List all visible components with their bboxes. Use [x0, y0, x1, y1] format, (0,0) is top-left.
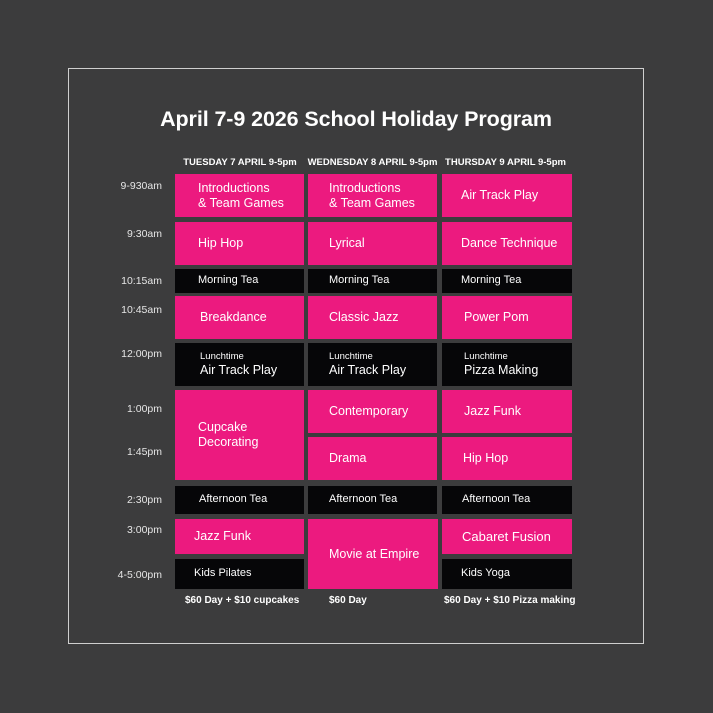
cell-text: Dance Technique [461, 236, 558, 250]
cell-text: Kids Pilates [194, 567, 252, 580]
tuesday-lunch [175, 343, 304, 386]
time-label: 12:00pm [121, 348, 162, 360]
cell-text: Power Pom [464, 310, 529, 324]
wednesday-lunch [308, 343, 437, 386]
price-tuesday: $60 Day + $10 cupcakes [185, 595, 300, 606]
cell-text: Pizza Making [464, 362, 539, 377]
cell-text: Lunchtime [464, 351, 508, 363]
page-title: April 7-9 2026 School Holiday Program [160, 107, 552, 131]
cell-text: Jazz Funk [464, 404, 521, 418]
cell-text: Morning Tea [329, 274, 390, 287]
tuesday-jazz-funk [175, 519, 304, 554]
time-label: 9:30am [126, 228, 162, 240]
tuesday-breakdance [175, 296, 304, 339]
cell-text: & Team Games [329, 195, 415, 210]
cell-text: Afternoon Tea [329, 493, 398, 506]
thursday-jazz-funk [442, 390, 572, 433]
cell-text: Air Track Play [329, 362, 407, 377]
thursday-air-track-play [442, 174, 572, 217]
cell-text: Morning Tea [198, 274, 259, 287]
cell-text: Hip Hop [463, 451, 509, 465]
cell-text: Movie at Empire [329, 546, 420, 561]
cell-text: Lunchtime [200, 351, 244, 363]
tuesday-introductions [175, 174, 304, 217]
thursday-dance-technique [442, 222, 572, 265]
cell-text: Afternoon Tea [199, 493, 268, 506]
time-label: 10:15am [121, 275, 162, 287]
cell-text: Morning Tea [461, 274, 522, 287]
time-label: 9-930am [120, 180, 162, 192]
time-label: 3:00pm [126, 524, 162, 536]
cell-text: Introductions [329, 180, 401, 195]
cell-text: Decorating [198, 435, 259, 449]
tuesday-afternoon-tea [175, 486, 304, 514]
thursday-morning-tea [442, 269, 572, 293]
cell-text: Air Track Play [200, 362, 278, 377]
cell-text: Jazz Funk [194, 529, 251, 543]
header-wednesday: WEDNESDAY 8 APRIL 9-5pm [307, 157, 438, 168]
time-label: 4-5:00pm [117, 569, 162, 581]
time-label: 1:00pm [126, 403, 162, 415]
wednesday-introductions [308, 174, 437, 217]
tuesday-kids-pilates [175, 559, 304, 589]
time-label: 2:30pm [126, 494, 162, 506]
cell-text: Kids Yoga [461, 567, 510, 580]
cell-text: Lunchtime [329, 351, 373, 363]
thursday-power-pom [442, 296, 572, 339]
cell-text: Drama [329, 451, 367, 465]
tuesday-morning-tea [175, 269, 304, 293]
thursday-hip-hop [442, 437, 572, 480]
cell-text: Breakdance [200, 310, 267, 324]
cell-text: Cabaret Fusion [462, 528, 551, 544]
tuesday-hip-hop [175, 222, 304, 265]
wednesday-movie-at-empire [308, 519, 438, 589]
wednesday-classic-jazz [308, 296, 437, 339]
price-wednesday: $60 Day [329, 595, 367, 606]
cell-text: Introductions [198, 180, 270, 195]
thursday-cabaret-fusion [442, 519, 572, 554]
cell-text: Lyrical [329, 236, 365, 250]
cell-text: & Team Games [198, 195, 284, 210]
wednesday-afternoon-tea [308, 486, 437, 514]
cell-text: Air Track Play [461, 188, 539, 202]
cell-text: Afternoon Tea [462, 493, 531, 506]
price-thursday: $60 Day + $10 Pizza making [444, 595, 576, 606]
tuesday-cupcake-decorating [175, 390, 304, 480]
thursday-lunch [442, 343, 572, 386]
wednesday-contemporary [308, 390, 437, 433]
wednesday-lyrical [308, 222, 437, 265]
time-label: 1:45pm [126, 446, 162, 458]
cell-text: Contemporary [329, 404, 409, 418]
thursday-afternoon-tea [442, 486, 572, 514]
thursday-kids-yoga [442, 559, 572, 589]
time-label: 10:45am [121, 304, 162, 316]
header-thursday: THURSDAY 9 APRIL 9-5pm [445, 157, 566, 168]
cell-text: Classic Jazz [329, 310, 399, 324]
wednesday-morning-tea [308, 269, 437, 293]
header-tuesday: TUESDAY 7 APRIL 9-5pm [183, 157, 297, 168]
cell-text: Hip Hop [198, 236, 244, 250]
cell-text: Cupcake [198, 420, 248, 434]
wednesday-drama [308, 437, 437, 480]
